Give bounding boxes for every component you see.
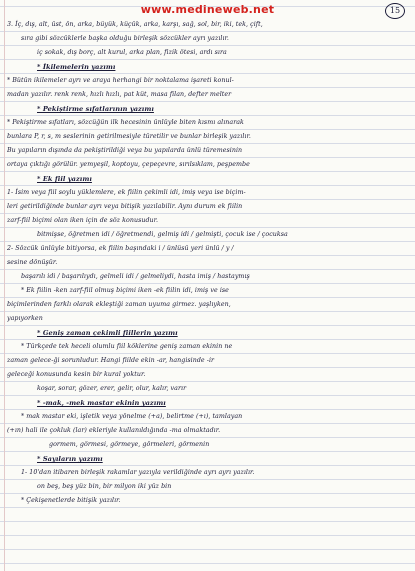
text-line: * Bütün ikilemeler ayrı ve araya herhangi bir noktalama işareti konul- [7,77,234,84]
text-line: Bu yapıların dışında da pekiştirildiği veya bu yapılarda ünlü türemesinin [7,147,243,154]
text-line: zaman gelece-ği sorunludur. Hangi fiilde ekin -ar, hangisinde -ir [7,357,215,364]
handwritten-text [7,18,407,550]
text-line: * Pekiştirme sıfatları, sözcüğün ilk hecesinin ünlüyle biten kısmı alınarak [7,119,244,126]
text-line: * Ek fiilin -ken zarf-fiil olmuş biçimi iken -ek fiilin idi, imiş ve ise [21,287,229,294]
text-line: on beş, beş yüz bin, bir milyon iki yüz bin [37,483,172,490]
section-heading: * Ek fiil yazımı [37,175,92,183]
watermark: www.medineweb.net [140,3,275,16]
section-heading: * İkilemelerin yazımı [37,63,116,71]
text-line: bunlara P, r, s, m seslerinin getirilmesiyle türetilir ve bunlar birleşik yazılır. [7,133,251,140]
section-heading: * Geniş zaman çekimli fiillerin yazımı [37,329,178,337]
text-line: ortaya çıktığı görülür. yemyeşil, koptoyu, çepeçevre, sırılsıklam, peşpembe [7,161,250,168]
text-line: leri getirildiğinde bunlar ayrı veya bitişik yazılabilir. Aynı durum ek fiilin [7,203,243,210]
text-line: geleceği konusunda kesin bir kural yoktur. [7,371,146,378]
text-line: zarf-fiil biçimi olan iken için de söz konusudur. [7,217,159,224]
text-line: * Çekişenetlerde bitişik yazılır. [21,497,121,504]
text-line [7,536,407,550]
text-line: 2- Sözcük ünlüyle bitiyorsa, ek fiilin başındaki i / ünlüsü yeri ünlü / y / [7,245,234,252]
text-line: * Türkçede tek heceli olumlu fiil köklerine geniş zaman ekinin ne [21,343,233,350]
text-line: biçimlerinden farklı olarak ekleştiği zaman uyuma girmez. yaşlıyken, [7,301,231,308]
text-line: sesine dönüşür. [7,259,58,266]
page-number: 15 [385,3,405,19]
text-line: sıra gibi sözcüklerle başka olduğu birleşik sözcükler ayrı yazılır. [21,35,229,42]
margin-line [4,0,5,571]
text-line: 3. İç, dış, alt, üst, ön, arka, büyük, küçük, arka, karşı, sağ, sol, bir, iki, tek, çift, [7,21,263,28]
text-line [7,522,407,536]
section-heading: * -mak, -mek mastar ekinin yazımı [37,399,166,407]
text-line: koşar, sorar, gözer, erer, gelir, olur, kalır, varır [37,385,187,392]
text-line: yapıyorken [7,315,43,322]
text-line [7,508,407,522]
section-heading: * Pekiştirme sıfatlarının yazımı [37,105,154,113]
text-line: madan yazılır. renk renk, hızlı hızlı, pat küt, masa filan, defter melter [7,91,232,98]
text-line: gormem, görmesi, görmeye, görmeleri, görmenin [49,441,210,448]
text-line: * mak mastar eki, işletik veya yönelme (+a), belirtme (+ı), tamlayan [21,413,243,420]
text-line: 1- İsim veya fiil soylu yüklemlere, ek fiilin çekimli idi, imiş veya ise biçim- [7,189,246,196]
text-line: (+ın) hali ile çokluk (lar) ekleriyle kullanıldığında -ma olmaktadır. [7,427,221,434]
text-line: 1- 10'dan itibaren birleşik rakamlar yazıyla verildiğinde ayrı ayrı yazılır. [21,469,255,476]
text-line: başarılı idi / başarılıydı, gelmeli idi / gelmeliydi, hasta imiş / hastaymış [21,273,250,280]
section-heading: * Sayıların yazımı [37,455,103,463]
text-line: iç sokak, dış borç, alt kurul, arka plan, fizik ötesi, ardı sıra [37,49,227,56]
text-line: bitmişse, öğretmen idi / öğretmendi, gelmiş idi / gelmişti, çocuk ise / çocuksa [37,231,288,238]
